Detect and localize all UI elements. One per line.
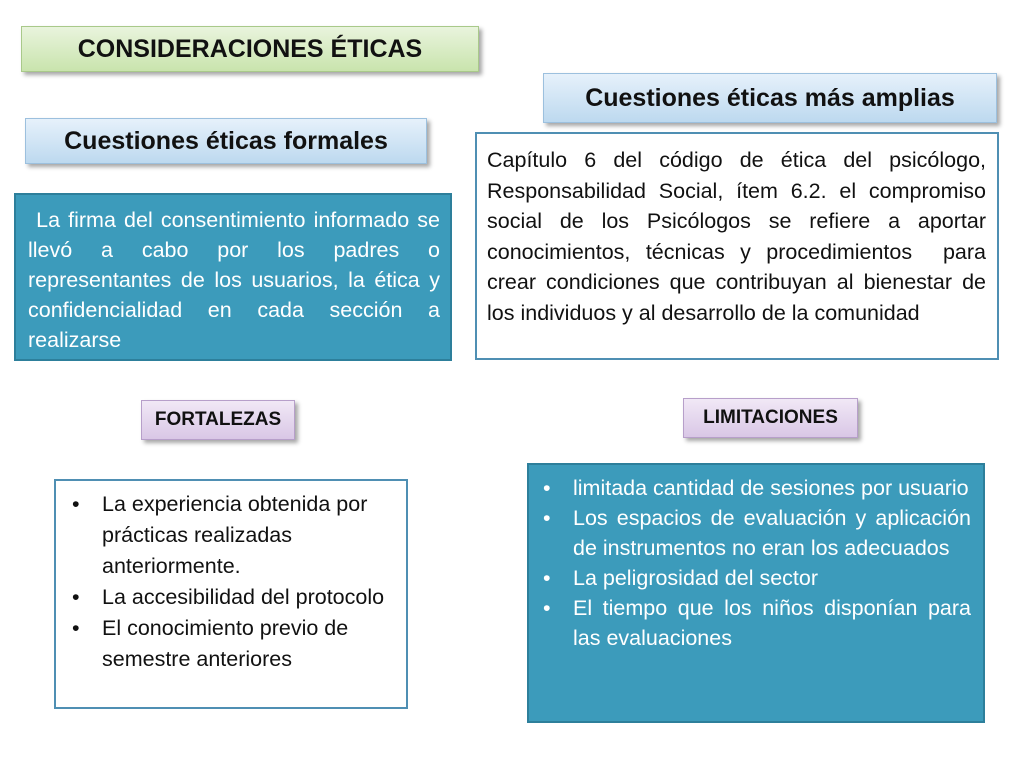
limitations-tag xyxy=(683,398,858,438)
bullet-icon: • xyxy=(72,616,80,640)
list-item-text: La peligrosidad del sector xyxy=(573,566,819,590)
strengths-panel xyxy=(54,479,408,709)
formal-issues-heading xyxy=(25,118,427,164)
main-title xyxy=(21,26,479,72)
strengths-tag-label: FORTALEZAS xyxy=(154,409,282,430)
limitations-list xyxy=(537,473,971,653)
list-item-text: El tiempo que los niños disponían para las evaluaciones xyxy=(573,596,971,650)
consent-text: La firma del consentimiento informado se llevó a cabo por los padres o representantes de los usuarios, la ética y confidencialidad en cada sección a realizarse xyxy=(28,208,446,352)
list-item xyxy=(537,473,971,503)
list-item-text: Los espacios de evaluación y aplicación de instrumentos no eran los adecuados xyxy=(573,506,971,560)
bullet-icon: • xyxy=(72,585,80,609)
limitations-tag-label: LIMITACIONES xyxy=(703,407,838,428)
list-item-text: La accesibilidad del protocolo xyxy=(102,585,385,609)
list-item xyxy=(537,593,971,653)
list-item xyxy=(537,563,971,593)
bullet-icon: • xyxy=(543,476,551,500)
formal-issues-heading-text: Cuestiones éticas formales xyxy=(64,126,388,155)
strengths-tag xyxy=(141,400,295,440)
list-item xyxy=(66,489,394,582)
list-item xyxy=(66,613,394,675)
social-responsibility-panel xyxy=(475,132,999,360)
broader-issues-heading xyxy=(543,73,997,123)
bullet-icon: • xyxy=(72,492,80,516)
social-responsibility-text: Capítulo 6 del código de ética del psicólogo, Responsabilidad Social, ítem 6.2. el compromiso social de los Psicólogos se refiere a aportar conocimientos, técnicas y procedimientos para crear condiciones que contribuyan al bienestar de los individuos y al desarrollo de la comunidad xyxy=(487,148,992,325)
list-item-text: limitada cantidad de sesiones por usuario xyxy=(573,476,969,500)
bullet-icon: • xyxy=(543,596,551,620)
limitations-panel xyxy=(527,463,985,723)
bullet-icon: • xyxy=(543,506,551,530)
list-item xyxy=(66,582,394,613)
bullet-icon: • xyxy=(543,566,551,590)
broader-issues-heading-text: Cuestiones éticas más amplias xyxy=(585,83,955,112)
main-title-text: CONSIDERACIONES ÉTICAS xyxy=(77,34,423,63)
strengths-list xyxy=(66,489,394,675)
consent-panel xyxy=(14,193,452,361)
list-item xyxy=(537,503,971,563)
list-item-text: La experiencia obtenida por prácticas realizadas anteriormente. xyxy=(102,492,368,578)
list-item-text: El conocimiento previo de semestre anteriores xyxy=(102,616,349,671)
